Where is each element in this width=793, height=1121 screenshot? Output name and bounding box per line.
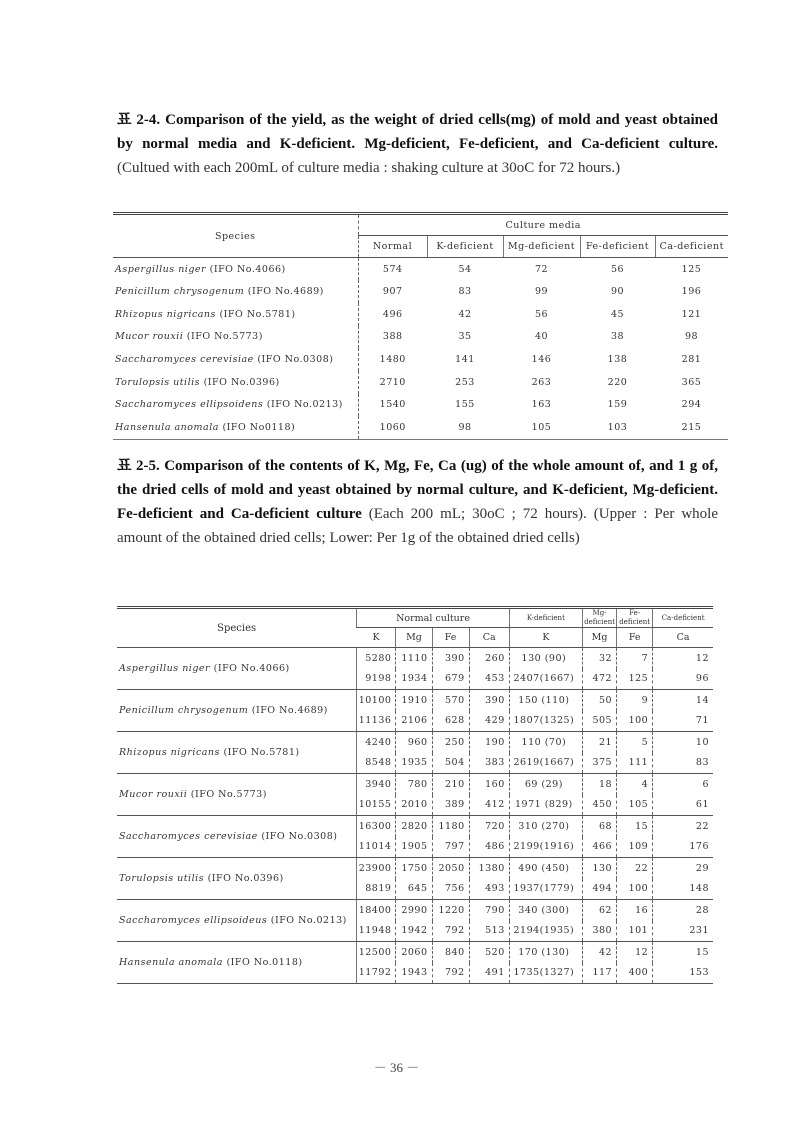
value-cell: 2010 xyxy=(396,795,432,816)
value-cell: 14 xyxy=(653,690,713,711)
table-row xyxy=(113,348,728,371)
species-binomial: Hansenula anomala xyxy=(115,421,219,433)
deficient-header: Mg-deficient xyxy=(584,609,616,626)
value-cell: 250 xyxy=(432,732,469,753)
species-binomial: Rhizopus nigricans xyxy=(115,308,216,320)
ifo-number: (IFO No0118) xyxy=(222,421,296,433)
value-cell: 6 xyxy=(653,774,713,795)
value-cell: 117 xyxy=(583,963,617,984)
value-cell: 15 xyxy=(617,816,653,837)
value-cell: 21 xyxy=(583,732,617,753)
value-cell: 109 xyxy=(617,837,653,858)
species-binomial: Torulopsis utilis xyxy=(115,376,201,388)
value-cell: 16300 xyxy=(357,816,396,837)
species-binomial: Saccharomyces cerevisiae xyxy=(119,831,258,842)
table-row xyxy=(113,394,728,417)
species-name xyxy=(117,858,357,900)
value-cell: 98 xyxy=(684,331,699,343)
caption-note: (Cultued with each 200mL of culture media : shaking culture at 30oC for 72 hours.) xyxy=(117,160,621,176)
value-cell: 780 xyxy=(396,774,432,795)
species-name xyxy=(113,258,358,281)
value-cell: 12500 xyxy=(357,942,396,963)
value-cell: 494 xyxy=(583,879,617,900)
element-header: Ca xyxy=(653,628,713,648)
species-name xyxy=(113,416,358,439)
ifo-number: (IFO No.5781) xyxy=(223,747,300,758)
caption-title: 표 2-5. Comparison of the contents of K, Mg, Fe, Ca (ug) of the whole amount of, and 1 g of, the dried cells of mold and yeast obtained by normal culture, and K-deficient, Mg-deficient. Fe-deficient and Ca-deficient culture xyxy=(117,458,718,522)
value-cell: 12 xyxy=(617,942,653,963)
value-cell: 400 xyxy=(617,963,653,984)
value-cell: 2050 xyxy=(432,858,469,879)
value-cell: 390 xyxy=(469,690,509,711)
ifo-number: (IFO No.0213) xyxy=(266,399,343,411)
table-row-upper xyxy=(117,690,713,711)
species-name xyxy=(113,371,358,394)
value-cell: 163 xyxy=(531,399,552,411)
value-cell: 42 xyxy=(583,942,617,963)
species-name xyxy=(117,774,357,816)
value-cell: 61 xyxy=(653,795,713,816)
value-cell: 56 xyxy=(610,263,625,275)
value-cell: 513 xyxy=(469,921,509,942)
table-row-upper xyxy=(117,732,713,753)
value-cell: 9 xyxy=(617,690,653,711)
value-cell: 105 xyxy=(503,416,580,439)
value-cell: 1480 xyxy=(379,354,406,366)
species-name xyxy=(113,394,358,417)
value-cell: 472 xyxy=(583,669,617,690)
value-cell: 231 xyxy=(653,921,713,942)
ifo-number: (IFO No.0118) xyxy=(226,957,303,968)
value-cell: 907 xyxy=(382,286,403,298)
value-cell: 3940 xyxy=(357,774,396,795)
deficient-header: Fe-deficient xyxy=(617,608,653,628)
value-cell: 4 xyxy=(617,774,653,795)
value-cell: 645 xyxy=(396,879,432,900)
value-cell: 628 xyxy=(432,711,469,732)
value-cell: 490 (450) xyxy=(509,858,582,879)
ifo-number: (IFO No.0308) xyxy=(257,354,334,366)
value-cell: 8819 xyxy=(357,879,396,900)
species-binomial: Penicillum chrysogenum xyxy=(115,286,245,298)
value-cell: 71 xyxy=(653,711,713,732)
table-row-upper xyxy=(117,942,713,963)
value-cell: 1380 xyxy=(469,858,509,879)
value-cell: 150 (110) xyxy=(509,690,582,711)
value-cell: 720 xyxy=(469,816,509,837)
value-cell: 96 xyxy=(653,669,713,690)
value-cell: 2199(1916) xyxy=(509,837,582,858)
value-cell: 574 xyxy=(382,263,403,275)
ifo-number: (IFO No.0308) xyxy=(261,831,338,842)
value-cell: 98 xyxy=(427,416,503,439)
column-header: Ca-deficient xyxy=(655,236,728,258)
culture-media-header: Culture media xyxy=(358,214,728,236)
value-cell: 38 xyxy=(610,331,625,343)
value-cell: 429 xyxy=(469,711,509,732)
value-cell: 412 xyxy=(469,795,509,816)
value-cell: 1750 xyxy=(396,858,432,879)
value-cell: 453 xyxy=(469,669,509,690)
value-cell: 32 xyxy=(583,648,617,669)
value-cell: 83 xyxy=(653,753,713,774)
value-cell: 496 xyxy=(382,308,403,320)
value-cell: 101 xyxy=(617,921,653,942)
value-cell: 54 xyxy=(458,263,472,275)
value-cell: 1934 xyxy=(396,669,432,690)
value-cell: 40 xyxy=(534,331,549,343)
element-header: Mg xyxy=(396,628,432,648)
ifo-number: (IFO No.5781) xyxy=(219,308,296,320)
value-cell: 62 xyxy=(583,900,617,921)
column-header: Fe-deficient xyxy=(580,236,655,258)
mineral-content-table xyxy=(117,606,713,984)
value-cell: 11948 xyxy=(357,921,396,942)
value-cell: 159 xyxy=(607,399,628,411)
value-cell: 11014 xyxy=(357,837,396,858)
value-cell: 196 xyxy=(681,286,702,298)
value-cell: 100 xyxy=(617,879,653,900)
value-cell: 176 xyxy=(653,837,713,858)
element-header: Ca xyxy=(469,628,509,648)
value-cell: 22 xyxy=(653,816,713,837)
value-cell: 220 xyxy=(607,376,628,388)
value-cell: 155 xyxy=(455,399,475,411)
value-cell: 10100 xyxy=(357,690,396,711)
value-cell: 960 xyxy=(396,732,432,753)
value-cell: 45 xyxy=(610,308,625,320)
ifo-number: (IFO No.0396) xyxy=(207,873,284,884)
value-cell: 790 xyxy=(469,900,509,921)
species-binomial: Penicillum chrysogenum xyxy=(119,705,249,716)
value-cell: 1807(1325) xyxy=(509,711,582,732)
value-cell: 2990 xyxy=(396,900,432,921)
element-header: Fe xyxy=(617,628,653,648)
table-2-5-caption xyxy=(117,454,718,550)
species-name xyxy=(117,648,357,690)
value-cell: 294 xyxy=(681,399,702,411)
value-cell: 380 xyxy=(583,921,617,942)
value-cell: 130 xyxy=(583,858,617,879)
value-cell: 1910 xyxy=(396,690,432,711)
value-cell: 11792 xyxy=(357,963,396,984)
value-cell: 141 xyxy=(455,354,475,366)
species-name xyxy=(113,348,358,371)
value-cell: 12 xyxy=(653,648,713,669)
table-row-upper xyxy=(117,648,713,669)
value-cell: 121 xyxy=(681,308,702,320)
species-binomial: Aspergillus niger xyxy=(119,663,211,674)
table-row xyxy=(113,280,728,303)
value-cell: 1180 xyxy=(432,816,469,837)
species-name xyxy=(113,326,358,349)
ifo-number: (IFO No.5773) xyxy=(190,789,267,800)
value-cell: 99 xyxy=(534,286,549,298)
element-header: Mg xyxy=(583,628,617,648)
value-cell: 570 xyxy=(432,690,469,711)
species-header: Species xyxy=(113,214,358,258)
value-cell: 160 xyxy=(469,774,509,795)
value-cell: 138 xyxy=(607,354,628,366)
deficient-header: Ca-deficient xyxy=(653,608,713,628)
ifo-number: (IFO No.4689) xyxy=(247,286,324,298)
value-cell: 18 xyxy=(583,774,617,795)
species-binomial: Torulopsis utilis xyxy=(119,873,205,884)
species-name xyxy=(117,816,357,858)
value-cell: 797 xyxy=(432,837,469,858)
table-row xyxy=(113,326,728,349)
value-cell: 22 xyxy=(617,858,653,879)
value-cell: 2820 xyxy=(396,816,432,837)
species-binomial: Hansenula anomala xyxy=(119,957,223,968)
element-header: K xyxy=(509,628,582,648)
species-name xyxy=(117,690,357,732)
deficient-header: K-deficient xyxy=(509,608,582,628)
value-cell: 10 xyxy=(653,732,713,753)
value-cell: 263 xyxy=(531,376,552,388)
value-cell: 792 xyxy=(432,963,469,984)
value-cell: 125 xyxy=(681,263,702,275)
ifo-number: (IFO No.0396) xyxy=(203,376,280,388)
value-cell: 90 xyxy=(610,286,625,298)
value-cell: 15 xyxy=(653,942,713,963)
value-cell: 466 xyxy=(583,837,617,858)
value-cell: 253 xyxy=(455,376,475,388)
value-cell: 1935 xyxy=(396,753,432,774)
value-cell: 450 xyxy=(583,795,617,816)
ifo-number: (IFO No.4066) xyxy=(209,263,286,275)
ifo-number: (IFO No.4066) xyxy=(213,663,290,674)
table-row-upper xyxy=(117,816,713,837)
value-cell: 505 xyxy=(583,711,617,732)
species-binomial: Saccharomyces cerevisiae xyxy=(115,354,254,366)
value-cell: 504 xyxy=(432,753,469,774)
value-cell: 486 xyxy=(469,837,509,858)
value-cell: 103 xyxy=(580,416,655,439)
caption-note: (Each 200 mL; 30oC ; 72 hours). (Upper : Per whole amount of the obtained dried cells; Lower: Per 1g of the obtained dried cells) xyxy=(117,506,718,546)
value-cell: 69 (29) xyxy=(509,774,582,795)
value-cell: 1937(1779) xyxy=(509,879,582,900)
value-cell: 493 xyxy=(469,879,509,900)
value-cell: 170 (130) xyxy=(509,942,582,963)
value-cell: 2619(1667) xyxy=(509,753,582,774)
value-cell: 2407(1667) xyxy=(509,669,582,690)
value-cell: 1905 xyxy=(396,837,432,858)
value-cell: 390 xyxy=(432,648,469,669)
species-name xyxy=(113,303,358,326)
value-cell: 1220 xyxy=(432,900,469,921)
table-row xyxy=(113,371,728,394)
value-cell: 281 xyxy=(681,354,702,366)
value-cell: 105 xyxy=(617,795,653,816)
value-cell: 2194(1935) xyxy=(509,921,582,942)
species-binomial: Saccharomyces ellipsoidens xyxy=(115,399,264,411)
value-cell: 365 xyxy=(681,376,702,388)
species-name xyxy=(113,280,358,303)
value-cell: 520 xyxy=(469,942,509,963)
value-cell: 42 xyxy=(458,308,472,320)
value-cell: 130 (90) xyxy=(509,648,582,669)
normal-culture-header: Normal culture xyxy=(357,608,509,628)
ifo-number: (IFO No.0213) xyxy=(270,915,347,926)
value-cell: 83 xyxy=(458,286,472,298)
table-row xyxy=(113,258,728,281)
value-cell: 375 xyxy=(583,753,617,774)
value-cell: 2710 xyxy=(379,376,406,388)
species-binomial: Mucor rouxii xyxy=(115,331,184,343)
value-cell: 68 xyxy=(583,816,617,837)
value-cell: 23900 xyxy=(357,858,396,879)
value-cell: 10155 xyxy=(357,795,396,816)
value-cell: 1110 xyxy=(396,648,432,669)
value-cell: 35 xyxy=(458,331,472,343)
value-cell: 840 xyxy=(432,942,469,963)
species-name xyxy=(117,900,357,942)
value-cell: 491 xyxy=(469,963,509,984)
value-cell: 8548 xyxy=(357,753,396,774)
value-cell: 56 xyxy=(534,308,549,320)
value-cell: 1540 xyxy=(379,399,406,411)
value-cell: 310 (270) xyxy=(509,816,582,837)
value-cell: 7 xyxy=(617,648,653,669)
value-cell: 153 xyxy=(653,963,713,984)
species-binomial: Saccharomyces ellipsoideus xyxy=(119,915,268,926)
table-row-upper xyxy=(117,774,713,795)
species-binomial: Rhizopus nigricans xyxy=(119,747,220,758)
species-name xyxy=(117,942,357,984)
value-cell: 388 xyxy=(382,331,403,343)
species-binomial: Mucor rouxii xyxy=(119,789,188,800)
table-row xyxy=(113,303,728,326)
table-row-upper xyxy=(117,858,713,879)
value-cell: 383 xyxy=(469,753,509,774)
table-2-4-caption xyxy=(117,108,718,180)
value-cell: 18400 xyxy=(357,900,396,921)
value-cell: 100 xyxy=(617,711,653,732)
value-cell: 1971 (829) xyxy=(509,795,582,816)
value-cell: 2106 xyxy=(396,711,432,732)
column-header: K-deficient xyxy=(427,236,503,258)
caption-title: 표 2-4. Comparison of the yield, as the weight of dried cells(mg) of mold and yeast obtained by normal media and K-deficient. Mg-deficient, Fe-deficient, and Ca-deficient culture. xyxy=(117,112,718,152)
value-cell: 2060 xyxy=(396,942,432,963)
yield-table xyxy=(113,212,728,440)
column-header: Normal xyxy=(358,236,427,258)
value-cell: 756 xyxy=(432,879,469,900)
value-cell: 210 xyxy=(432,774,469,795)
table-row-upper xyxy=(117,900,713,921)
value-cell: 5 xyxy=(617,732,653,753)
value-cell: 29 xyxy=(653,858,713,879)
species-header: Species xyxy=(117,608,357,648)
value-cell: 5280 xyxy=(357,648,396,669)
table-row xyxy=(113,416,728,439)
ifo-number: (IFO No.5773) xyxy=(186,331,263,343)
value-cell: 4240 xyxy=(357,732,396,753)
ifo-number: (IFO No.4689) xyxy=(251,705,328,716)
element-header: Fe xyxy=(432,628,469,648)
value-cell: 260 xyxy=(469,648,509,669)
value-cell: 50 xyxy=(583,690,617,711)
value-cell: 1942 xyxy=(396,921,432,942)
value-cell: 110 (70) xyxy=(509,732,582,753)
value-cell: 72 xyxy=(534,263,549,275)
page-number: － 36 － xyxy=(373,1060,420,1075)
value-cell: 1943 xyxy=(396,963,432,984)
value-cell: 9198 xyxy=(357,669,396,690)
value-cell: 11136 xyxy=(357,711,396,732)
value-cell: 679 xyxy=(432,669,469,690)
element-header: K xyxy=(357,628,396,648)
value-cell: 1060 xyxy=(358,416,427,439)
value-cell: 792 xyxy=(432,921,469,942)
value-cell: 148 xyxy=(653,879,713,900)
column-header: Mg-deficient xyxy=(503,236,580,258)
value-cell: 125 xyxy=(617,669,653,690)
value-cell: 190 xyxy=(469,732,509,753)
value-cell: 389 xyxy=(432,795,469,816)
value-cell: 146 xyxy=(531,354,552,366)
value-cell: 215 xyxy=(655,416,728,439)
value-cell: 111 xyxy=(617,753,653,774)
species-name xyxy=(117,732,357,774)
value-cell: 16 xyxy=(617,900,653,921)
species-binomial: Aspergillus niger xyxy=(115,263,207,275)
value-cell: 28 xyxy=(653,900,713,921)
value-cell: 340 (300) xyxy=(509,900,582,921)
value-cell: 1735(1327) xyxy=(509,963,582,984)
